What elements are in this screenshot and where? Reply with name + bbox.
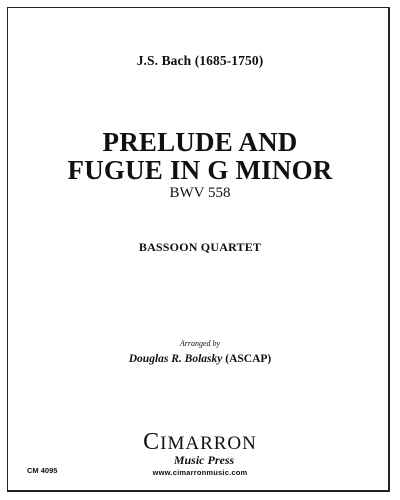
- arranged-by-label: Arranged by: [179, 339, 221, 348]
- arranger-credit: [0, 353, 400, 365]
- arranger-name: Douglas R. Bolasky: [128, 353, 223, 365]
- publisher-initial: C: [143, 429, 161, 455]
- bwv-number: BWV 558: [169, 185, 231, 201]
- composer-credit: J.S. Bach (1685-1750): [136, 53, 264, 68]
- publisher-name-rest: IMARRON: [160, 433, 257, 454]
- catalog-number: CM 4095: [27, 466, 58, 475]
- title-line-2: FUGUE IN G MINOR: [67, 155, 333, 185]
- title-line-1: PRELUDE AND: [102, 127, 298, 157]
- publisher-url: www.cimarronmusic.com: [152, 468, 248, 477]
- publisher-subtitle: Music Press: [173, 453, 235, 467]
- publisher-logo: [0, 429, 400, 477]
- publisher-name: [0, 429, 400, 455]
- instrumentation: BASSOON QUARTET: [138, 240, 262, 254]
- arranger-affiliation: (ASCAP): [225, 353, 272, 365]
